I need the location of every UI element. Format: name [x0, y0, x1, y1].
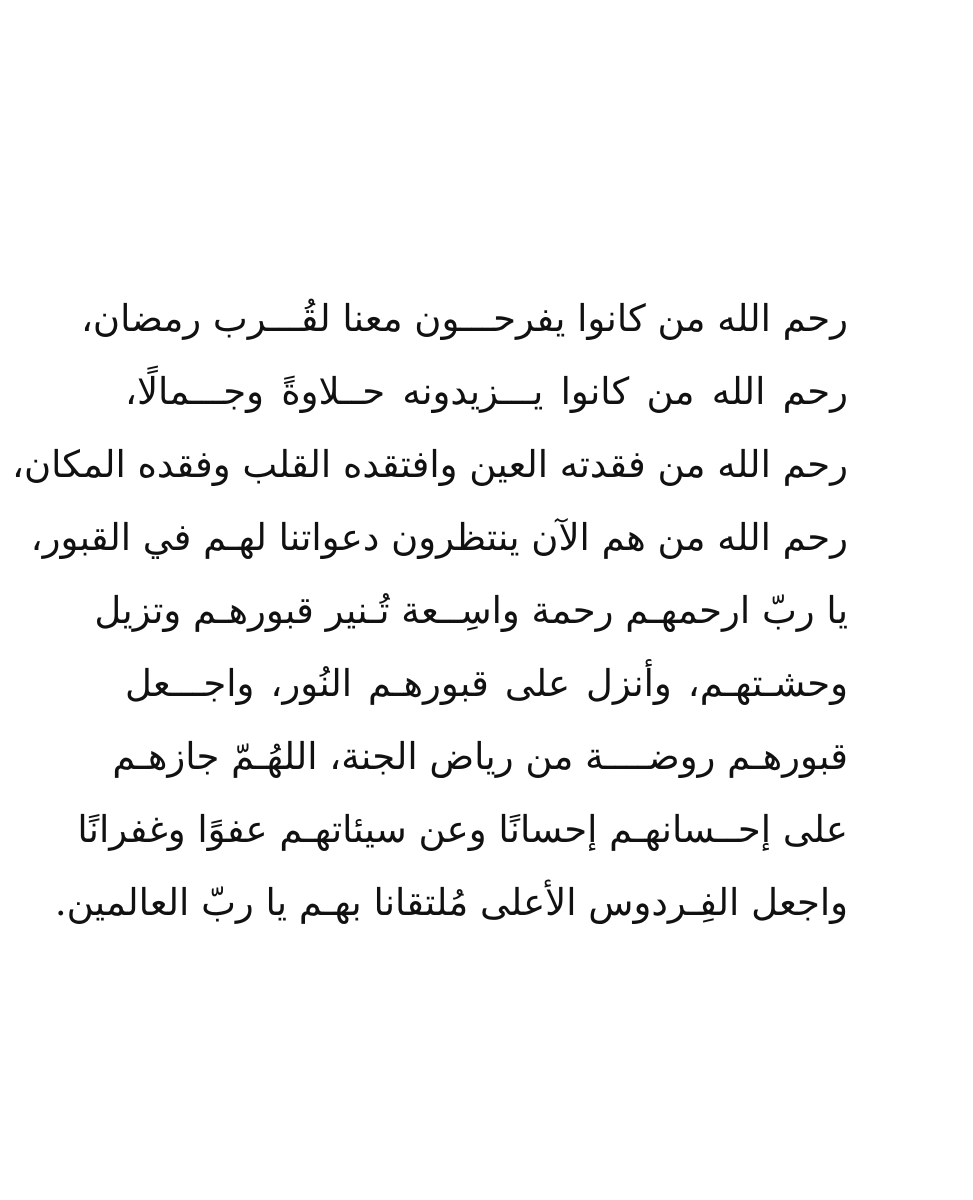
poem-line: يا ربّ ارحمهـم رحمة واسِــعة تُـنير قبورهـم وتزيل	[94, 589, 848, 632]
poem-line: على إحــسانهـم إحسانًا وعن سيئاتهـم عفوًا وغفرانًا	[77, 808, 848, 851]
poem-line: وحشـتهـم، وأنزل على قبورهـم النُور، واجـــعل	[125, 662, 848, 705]
poem-line: قبورهـم روضــــة من رياض الجنة، اللهُـمّ جازهـم	[112, 735, 848, 778]
poem-line: رحم الله من كانوا يفرحـــون معنا لقُـــرب رمضان،	[80, 297, 848, 340]
poem-line: رحم الله من هم الآن ينتظرون دعواتنا لهـم في القبور،	[30, 516, 848, 559]
poem-line: رحم الله من كانوا يـــزيدونه حــلاوةً وجـــمالًا،	[125, 370, 848, 413]
poem-line: واجعل الفِـردوس الأعلى مُلتقانا بهـم يا ربّ العالمين.	[54, 881, 848, 924]
poem-text-block	[12, 282, 848, 939]
poem-line: رحم الله من فقدته العين وافتقده القلب وفقده المكان،	[12, 443, 848, 486]
